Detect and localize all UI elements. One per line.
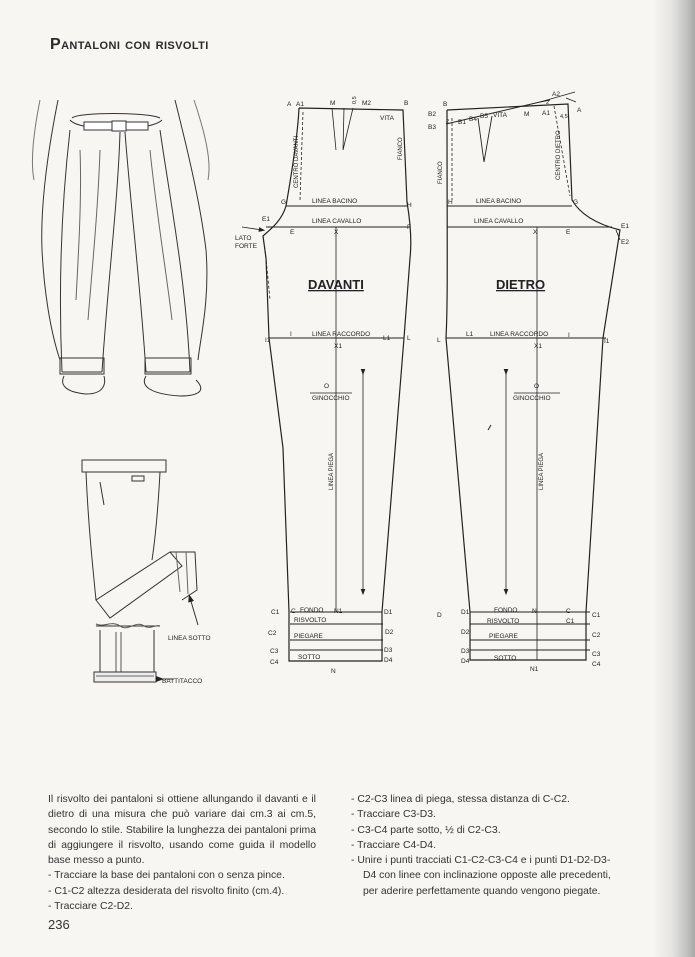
risvolto-label: RISVOLTO <box>294 617 327 624</box>
step-item: - Tracciare C3-D3. <box>351 807 619 822</box>
point-label: H <box>448 199 453 206</box>
step-item: - C1-C2 altezza desiderata del risvolto finito (cm.4). <box>48 884 316 899</box>
point-label: C1 <box>592 612 601 619</box>
sotto-label: SOTTO <box>494 655 517 662</box>
point-label: A <box>577 107 582 114</box>
front-pattern-labels <box>235 96 412 675</box>
sotto-label: SOTTO <box>298 654 321 661</box>
point-label: I1 <box>604 338 610 345</box>
ginocchio-label: GINOCCHIO <box>312 395 350 402</box>
battitacco-label: BATTITACCO <box>162 678 203 685</box>
step-item: - Tracciare C2-D2. <box>48 899 316 914</box>
vita-label: VITA <box>493 112 507 119</box>
point-label: D3 <box>384 647 393 654</box>
steps-list-right <box>351 792 619 899</box>
vita-label: VITA <box>380 115 394 122</box>
point-label: I1 <box>265 337 271 344</box>
point-label: D1 <box>384 609 393 616</box>
back-pattern-lines <box>446 92 620 660</box>
point-label: I <box>290 331 292 338</box>
point-label: E1 <box>621 223 629 230</box>
point-label: A1 <box>296 101 304 108</box>
point-label: X1 <box>334 343 342 350</box>
point-label: C2 <box>592 632 601 639</box>
point-label: B5 <box>480 113 488 120</box>
point-label: B4 <box>469 116 477 123</box>
point-label: C <box>566 608 571 615</box>
point-label: L1 <box>466 331 474 338</box>
lato-forte-label: LATO <box>235 235 252 242</box>
intro-paragraph: Il risvolto dei pantaloni si ottiene allungando il davanti e il dietro di una misura che può variare dai cm.3 ai cm.5, secondo lo stile. Stabilire la lunghezza dei pantaloni prima di aggiungere il risvolto, usando come guida il modello base messo a punto. <box>48 794 316 867</box>
point-label: D2 <box>461 629 470 636</box>
page-title: Pantaloni con risvolti <box>50 36 209 53</box>
instructions-right-column <box>351 792 619 899</box>
point-label: E <box>566 229 571 236</box>
linea-bacino-label: LINEA BACINO <box>312 198 358 205</box>
point-label: C1 <box>271 609 280 616</box>
point-label: D3 <box>461 648 470 655</box>
point-label: I <box>568 332 570 339</box>
fondo-label: FONDO <box>300 607 324 614</box>
step-item: - C3-C4 parte sotto, ½ di C2-C3. <box>351 823 619 838</box>
point-label: L1 <box>383 335 391 342</box>
linea-raccordo-label: LINEA RACCORDO <box>312 331 371 338</box>
point-label: E2 <box>621 239 629 246</box>
point-label: C4 <box>270 659 279 666</box>
risvolto-label: RISVOLTO <box>487 618 520 625</box>
point-label: L <box>407 335 411 342</box>
point-label: F <box>407 224 411 231</box>
step-item: - Tracciare C4-D4. <box>351 838 619 853</box>
point-label: A <box>287 101 292 108</box>
piegare-label: PIEGARE <box>294 633 323 640</box>
instructions-left-column <box>48 792 316 914</box>
point-label: B <box>443 101 448 108</box>
measure-label: 0,5 <box>352 96 358 104</box>
measure-label: 4,5 <box>560 114 568 120</box>
lato-forte-label: FORTE <box>235 243 257 250</box>
point-label: C1 <box>566 618 575 625</box>
point-label: E <box>290 229 295 236</box>
point-label: B <box>404 100 409 107</box>
step-item: - C2-C3 linea di piega, stessa distanza di C-C2. <box>351 792 619 807</box>
point-label: G <box>281 199 287 206</box>
point-label: X1 <box>534 343 542 350</box>
point-label: O <box>534 383 540 390</box>
point-label: X <box>334 229 339 236</box>
point-label: A1 <box>542 110 550 117</box>
point-label: C3 <box>592 651 601 658</box>
point-label: O <box>324 383 330 390</box>
centro-davanti-label: CENTRO DAVANTI <box>294 135 300 188</box>
linea-piega-label: LINEA PIEGA <box>539 452 545 490</box>
linea-bacino-label: LINEA BACINO <box>476 198 522 205</box>
point-label: C <box>291 608 296 615</box>
point-label: C3 <box>270 648 279 655</box>
fianco-label: FIANCO <box>398 137 404 160</box>
step-item: - Tracciare la base dei pantaloni con o senza pince. <box>48 868 316 883</box>
linea-sotto-label: LINEA SOTTO <box>168 635 211 642</box>
point-label: D4 <box>461 658 470 665</box>
point-label: M2 <box>362 100 372 107</box>
point-label: N1 <box>334 608 343 615</box>
point-label: D4 <box>384 657 393 664</box>
point-label: M <box>330 100 336 107</box>
piegare-label: PIEGARE <box>489 633 518 640</box>
steps-list-left <box>48 868 316 914</box>
linea-piega-label: LINEA PIEGA <box>329 452 335 490</box>
point-label: N <box>331 668 336 675</box>
point-label: N <box>532 608 537 615</box>
point-label: C4 <box>592 661 601 668</box>
centro-dietro-label: CENTRO DIETRO <box>556 130 562 180</box>
ginocchio-label: GINOCCHIO <box>513 395 551 402</box>
linea-raccordo-label: LINEA RACCORDO <box>490 331 549 338</box>
measure-label: 2 <box>546 100 550 106</box>
front-pattern-heading: DAVANTI <box>308 277 364 292</box>
step-item: - Unire i punti tracciati C1-C2-C3-C4 e i punti D1-D2-D3-D4 con linee con inclinazione opposte alle precedenti, per aderire perfettamente quando vengono piegate. <box>351 853 619 899</box>
point-label: D <box>437 612 442 619</box>
fianco-label: FIANCO <box>438 161 444 184</box>
point-label: M <box>524 111 530 118</box>
point-label: L <box>437 337 441 344</box>
point-label: D1 <box>461 609 470 616</box>
point-label: X <box>533 229 538 236</box>
point-label: B2 <box>428 111 436 118</box>
point-label: H <box>407 202 412 209</box>
point-label: B3 <box>428 124 436 131</box>
back-pattern-heading: DIETRO <box>496 277 546 292</box>
fondo-label: FONDO <box>494 607 518 614</box>
point-label: B1 <box>458 119 466 126</box>
linea-cavallo-label: LINEA CAVALLO <box>474 218 524 225</box>
page-number: 236 <box>48 917 70 932</box>
point-label: N1 <box>530 666 539 673</box>
point-label: A2 <box>552 91 560 98</box>
point-label: D2 <box>385 629 394 636</box>
cuff-detail-sketch <box>82 460 198 682</box>
trousers-figure-sketch <box>32 100 209 396</box>
linea-cavallo-label: LINEA CAVALLO <box>312 218 362 225</box>
point-label: E1 <box>262 216 270 223</box>
point-label: G <box>573 199 579 206</box>
point-label: C2 <box>268 630 277 637</box>
measure-label: 2 <box>446 119 450 125</box>
back-pattern-labels <box>428 91 629 673</box>
